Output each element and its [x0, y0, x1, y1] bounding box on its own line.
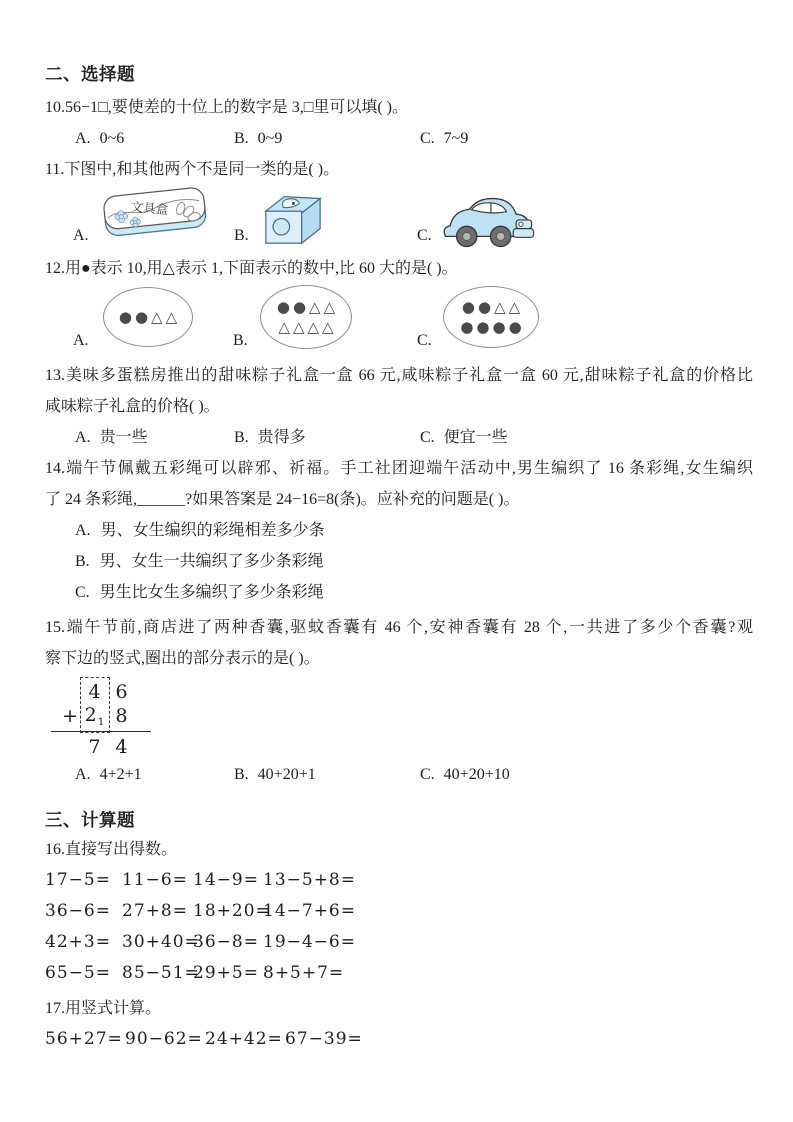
question-11-figures	[45, 185, 753, 253]
counting-oval-a: ●●△△	[103, 287, 193, 347]
question-12-figures	[45, 284, 753, 354]
question-14-line-1: 14.端午节佩戴五彩绳可以辟邪、祈福。手工社团迎端午活动中,男生编织了 16 条彩绳,女生编织	[45, 460, 753, 477]
question-16-grid	[45, 865, 753, 989]
bottom-ones-digit: 8	[115, 705, 128, 727]
question-15-options	[45, 759, 753, 790]
car-bumper	[513, 220, 533, 237]
counting-oval-b: ●●△△ △△△△	[260, 285, 352, 349]
vertical-addition	[59, 680, 169, 759]
result-tens-digit: 7	[88, 736, 101, 758]
figure-11-a-label: A.	[73, 227, 89, 244]
question-14-line-2: 了 24 条彩绳,______?如果答案是 24−16=8(条)。应补充的问题是( )。	[45, 491, 520, 508]
question-13-line-1: 13.美味多蛋糕房推出的甜味粽子礼盒一盒 66 元,咸味粽子礼盒一盒 60 元,甜味粽子礼盒的价格比	[45, 367, 753, 384]
calc-row-3: 42+3= 30+40=36−8= 19−4−6=	[45, 932, 356, 952]
question-15-line-2: 察下边的竖式,圈出的部分表示的是( )。	[45, 650, 320, 667]
plus-sign: +	[62, 705, 78, 727]
question-13-options	[45, 422, 753, 453]
question-16-title: 16.直接写出得数。	[45, 841, 178, 858]
option-10-c: C. 7~9	[420, 130, 469, 147]
calc-row-4: 65−5= 85−51=29+5= 8+5+7=	[45, 963, 345, 983]
question-10-text: 10.56−1□,要使差的十位上的数字是 3,□里可以填( )。	[45, 99, 409, 116]
vcalc-result-row	[59, 735, 169, 759]
question-11-text: 11.下图中,和其他两个不是同一类的是( )。	[45, 161, 340, 178]
figure-12-a-label: A.	[73, 332, 89, 349]
question-14-options	[45, 515, 753, 608]
option-13-c: C. 便宜一些	[420, 429, 508, 446]
dashed-highlight-box	[80, 677, 110, 733]
question-15-line-1: 15.端午节前,商店进了两种香囊,驱蚊香囊有 46 个,安神香囊有 28 个,一共进了多少个香囊?观	[45, 619, 753, 636]
pencil-sharpener-icon	[257, 185, 327, 249]
option-13-b: B. 贵得多	[234, 429, 306, 446]
vcalc-top-row	[59, 680, 169, 704]
option-14-b: B. 男、女生一共编织了多少条彩绳	[75, 553, 324, 570]
front-wheel	[457, 226, 477, 246]
figure-11-c-label: C.	[417, 227, 432, 244]
option-15-c: C. 40+20+10	[420, 766, 510, 783]
calc-row-1: 17−5= 11−6= 14−9= 13−5+8=	[45, 870, 356, 890]
rear-wheel	[490, 226, 510, 246]
option-15-a: A. 4+2+1	[75, 766, 142, 783]
figure-11-b-label: B.	[234, 227, 249, 244]
option-13-a: A. 贵一些	[75, 429, 148, 446]
blade-screw	[292, 202, 295, 205]
option-10-b: B. 0~9	[234, 130, 283, 147]
question-13-line-2: 咸味粽子礼盒的价格( )。	[45, 398, 220, 415]
section-title-calculation: 三、计算题	[45, 810, 135, 830]
question-12-text: 12.用●表示 10,用△表示 1,下面表示的数中,比 60 大的是( )。	[45, 260, 458, 277]
pencil-case-icon	[97, 186, 215, 242]
vcalc-bottom-row	[59, 704, 169, 728]
option-10-a: A. 0~6	[75, 130, 125, 147]
question-17-row: 56+27= 90−62= 24+42= 67−39=	[45, 1029, 363, 1049]
option-15-b: B. 40+20+1	[234, 766, 316, 783]
toy-car-icon	[437, 186, 541, 248]
bottom-tens-digit: $2_1$	[84, 703, 105, 729]
option-14-a: A. 男、女生编织的彩绳相差多少条	[75, 522, 325, 539]
sharpener-hole	[273, 218, 289, 234]
calc-row-2: 36−6= 27+8= 18+20=14−7+6=	[45, 901, 356, 921]
option-14-c: C. 男生比女生多编织了多少条彩绳	[75, 584, 324, 601]
question-10-options	[45, 123, 753, 154]
pencil-case-group	[103, 187, 207, 237]
result-ones-digit: 4	[115, 736, 128, 758]
pencil-case-caption: 文具盒	[130, 199, 169, 218]
carry-digit: 1	[97, 716, 105, 729]
question-17-title: 17.用竖式计算。	[45, 1000, 162, 1017]
figure-12-b-label: B.	[233, 332, 248, 349]
counting-oval-c: ●●△△ ●●●●	[443, 286, 539, 348]
figure-12-c-label: C.	[417, 332, 432, 349]
section-title-choice: 二、选择题	[45, 64, 135, 84]
top-ones-digit: 6	[115, 681, 128, 703]
top-tens-digit: 4	[88, 681, 101, 703]
